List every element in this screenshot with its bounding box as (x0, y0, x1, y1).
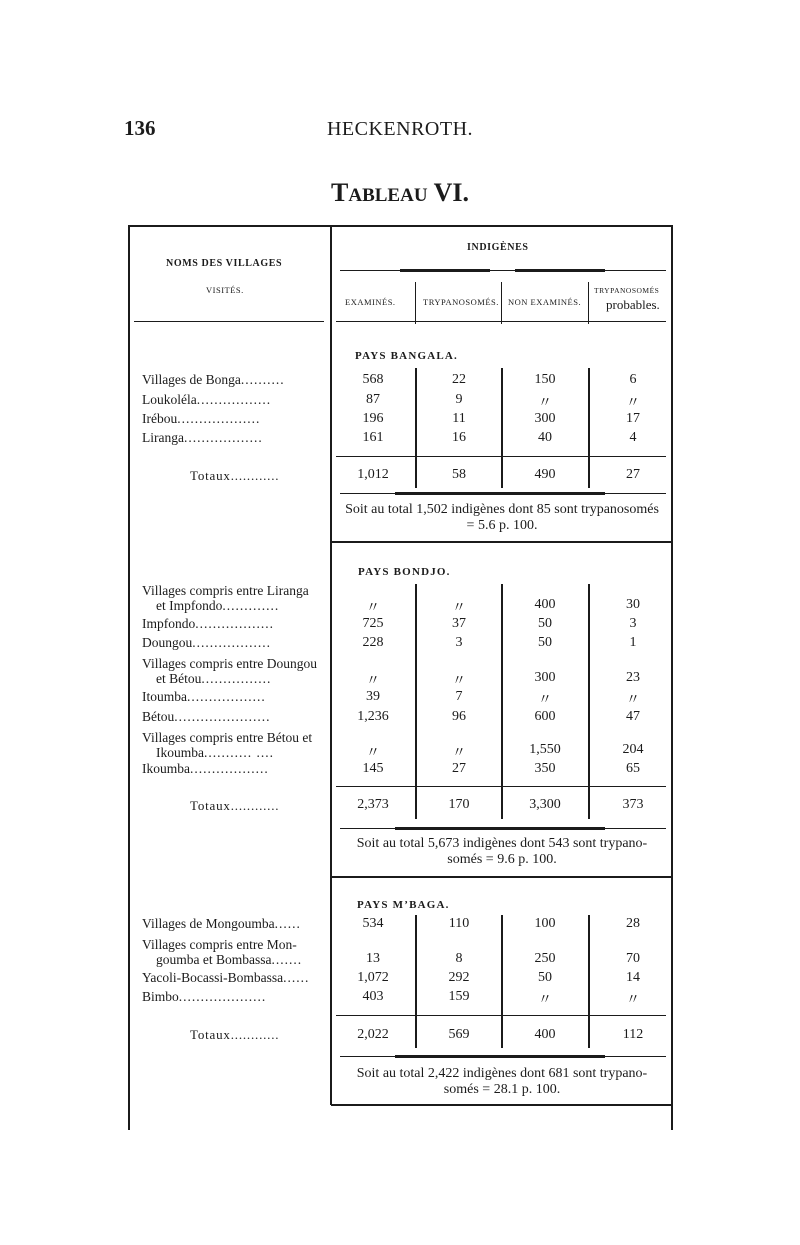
total-probables: 112 (622, 1027, 644, 1042)
header-brace-line (340, 270, 666, 271)
mbaga-col-rule-1 (415, 915, 417, 1048)
leader-dots: .................... (178, 989, 267, 1004)
village-name: Liranga (142, 430, 184, 445)
total-probables: 373 (622, 797, 644, 812)
bondjo-col-rule-2 (501, 584, 503, 819)
table-row (142, 635, 271, 651)
cell-trypanosomes: 〃 (452, 674, 466, 689)
cell-non-examines: 300 (534, 411, 556, 426)
cell-probables: 30 (626, 597, 640, 612)
note-line: Soit au total 1,502 indigènes dont 85 sont trypanosomés (345, 502, 659, 517)
table-row (142, 392, 271, 408)
leader-dots: .................. (187, 689, 266, 704)
table-title-word: ABLEAU (348, 185, 428, 206)
village-name: Irébou (142, 411, 178, 426)
note-line: Soit au total 5,673 indigènes dont 543 sont trypano- (356, 836, 648, 851)
header-brace-thick-left (400, 269, 490, 272)
table-row (142, 709, 271, 725)
leader-dots: .................. (190, 761, 269, 776)
table-row (142, 372, 285, 388)
leader-dots: .................. (195, 616, 274, 631)
cell-examines: 13 (366, 951, 380, 966)
running-head: HECKENROTH. (326, 118, 474, 140)
header-non-examines: NON EXAMINÉS. (508, 297, 582, 307)
village-name: Loukoléla (142, 392, 197, 407)
cell-examines: 1,236 (357, 709, 389, 724)
table-row (142, 656, 317, 686)
bangala-brace-thick (395, 492, 605, 495)
table-top-rule (128, 225, 673, 227)
cell-examines: 725 (362, 616, 384, 631)
cell-trypanosomes: 3 (455, 635, 463, 650)
village-name: Ikoumba (156, 745, 204, 760)
cell-non-examines: 50 (538, 616, 552, 631)
cell-examines: 534 (362, 916, 384, 931)
leader-dots: ............ (230, 1027, 280, 1042)
cell-trypanosomes: 16 (452, 430, 466, 445)
page-number: 136 (124, 116, 156, 140)
leader-dots: ...... (283, 970, 310, 985)
table-right-rule (671, 225, 673, 1130)
totals-label (190, 798, 279, 814)
village-name-line1: Villages compris entre Bétou et (142, 730, 313, 745)
cell-trypanosomes: 27 (452, 761, 466, 776)
header-bottom-rule-right (336, 321, 666, 322)
total-non-examines: 3,300 (529, 797, 561, 812)
cell-examines: 228 (362, 635, 384, 650)
cell-examines: 87 (366, 392, 380, 407)
village-name: et Impfondo (156, 598, 223, 613)
cell-examines: 〃 (366, 746, 380, 761)
bondjo-summary-note (332, 836, 672, 868)
leader-dots: ........... .... (204, 745, 274, 760)
cell-non-examines: 50 (538, 970, 552, 985)
table-row (142, 761, 269, 777)
village-name: Doungou (142, 635, 193, 650)
note-line: somés = 9.6 p. 100. (447, 852, 557, 867)
cell-probables: 6 (629, 372, 637, 387)
table-title (0, 178, 800, 208)
bangala-summary-note (332, 502, 672, 534)
cell-examines: 145 (362, 761, 384, 776)
cell-trypanosomes: 159 (448, 989, 470, 1004)
cell-trypanosomes: 37 (452, 616, 466, 631)
cell-probables: 〃 (626, 993, 640, 1008)
bondjo-section-end-rule (331, 876, 672, 878)
cell-examines: 〃 (366, 601, 380, 616)
village-name: Ikoumba (142, 761, 190, 776)
cell-trypanosomes: 7 (455, 689, 463, 704)
header-brace-thick-right (515, 269, 605, 272)
cell-non-examines: 40 (538, 430, 552, 445)
cell-trypanosomes: 8 (455, 951, 463, 966)
total-trypanosomes: 170 (448, 797, 470, 812)
leader-dots: ................. (196, 392, 272, 407)
village-name-line1: Villages compris entre Mon- (142, 937, 297, 952)
bondjo-col-rule-1 (415, 584, 417, 819)
cell-non-examines: 〃 (538, 693, 552, 708)
village-name-line1: Villages compris entre Doungou (142, 656, 318, 671)
table-row (142, 616, 274, 632)
total-probables: 27 (626, 467, 640, 482)
mbaga-section-end-rule (331, 1104, 672, 1106)
cell-probables: 47 (626, 709, 640, 724)
cell-trypanosomes: 292 (448, 970, 470, 985)
table-row (142, 989, 266, 1005)
header-col-rule-1 (415, 282, 416, 324)
header-names-line2: VISITÉS. (206, 285, 244, 295)
table-title-number: VI. (433, 178, 469, 207)
mbaga-subtotal-rule (336, 1015, 666, 1016)
cell-non-examines: 350 (534, 761, 556, 776)
note-line: Soit au total 2,422 indigènes dont 681 sont trypano- (356, 1066, 648, 1081)
bondjo-col-rule-3 (588, 584, 590, 819)
mbaga-brace-thick (395, 1055, 605, 1058)
header-probables-line2: probables. (606, 297, 660, 312)
total-trypanosomes: 569 (448, 1027, 470, 1042)
leader-dots: ............. (222, 598, 280, 613)
note-line: somés = 28.1 p. 100. (443, 1082, 561, 1097)
cell-trypanosomes: 96 (452, 709, 466, 724)
cell-non-examines: 100 (534, 916, 556, 931)
bangala-col-rule-3 (588, 368, 590, 488)
cell-trypanosomes: 〃 (452, 601, 466, 616)
cell-trypanosomes: 22 (452, 372, 466, 387)
table-row (142, 583, 309, 613)
table-row (142, 970, 309, 986)
cell-probables: 14 (626, 970, 640, 985)
cell-examines: 1,072 (357, 970, 389, 985)
table-left-rule (128, 225, 130, 1130)
leader-dots: .......... (240, 372, 285, 387)
totals-label (190, 1027, 279, 1043)
table-row (142, 411, 260, 427)
header-bottom-rule-left (134, 321, 324, 322)
leader-dots: ....... (271, 952, 303, 967)
total-examines: 2,373 (357, 797, 389, 812)
cell-probables: 〃 (626, 396, 640, 411)
table-row (142, 689, 266, 705)
header-col-rule-2 (501, 282, 502, 324)
leader-dots: .................. (192, 635, 271, 650)
cell-non-examines: 300 (534, 670, 556, 685)
village-name-line1: Villages compris entre Liranga (142, 583, 309, 598)
header-names-line1: NOMS DES VILLAGES (166, 258, 283, 269)
cell-probables: 65 (626, 761, 640, 776)
cell-non-examines: 1,550 (529, 742, 561, 757)
totals-label (190, 468, 279, 484)
mbaga-col-rule-3 (588, 915, 590, 1048)
village-name: Yacoli-Bocassi-Bombassa (142, 970, 284, 985)
cell-examines: 568 (362, 372, 384, 387)
mbaga-col-rule-2 (501, 915, 503, 1048)
table-row (142, 430, 263, 446)
cell-probables: 28 (626, 916, 640, 931)
table-row (142, 730, 312, 760)
cell-non-examines: 400 (534, 597, 556, 612)
village-name: Villages de Bonga (142, 372, 241, 387)
bangala-subtotal-rule (336, 456, 666, 457)
header-group-indigenes: INDIGÈNES (467, 242, 529, 253)
cell-examines: 〃 (366, 674, 380, 689)
cell-trypanosomes: 11 (452, 411, 466, 426)
bangala-col-rule-2 (501, 368, 503, 488)
totals-label-text: Totaux (190, 468, 231, 483)
section-title-bangala: PAYS BANGALA. (355, 350, 459, 362)
cell-probables: 17 (626, 411, 640, 426)
cell-examines: 39 (366, 689, 380, 704)
village-name: Bétou (142, 709, 175, 724)
table-row (142, 916, 301, 932)
leader-dots: .................. (183, 430, 263, 445)
total-non-examines: 400 (534, 1027, 556, 1042)
cell-non-examines: 150 (534, 372, 556, 387)
leader-dots: ................ (201, 671, 272, 686)
cell-probables: 70 (626, 951, 640, 966)
table-row (142, 937, 302, 967)
village-name: Bimbo (142, 989, 179, 1004)
header-probables-line1: TRYPANOSOMÉS (594, 286, 660, 295)
cell-probables: 4 (629, 430, 637, 445)
note-line: = 5.6 p. 100. (466, 518, 538, 533)
names-column-rule (330, 225, 332, 1105)
mbaga-summary-note (332, 1066, 672, 1098)
village-name: Itoumba (142, 689, 187, 704)
cell-non-examines: 250 (534, 951, 556, 966)
cell-examines: 403 (362, 989, 384, 1004)
cell-trypanosomes: 9 (455, 392, 463, 407)
cell-trypanosomes: 〃 (452, 746, 466, 761)
leader-dots: ................... (177, 411, 261, 426)
cell-examines: 196 (362, 411, 384, 426)
leader-dots: ............ (230, 798, 280, 813)
cell-trypanosomes: 110 (448, 916, 470, 931)
leader-dots: ...... (274, 916, 301, 931)
totals-label-text: Totaux (190, 798, 231, 813)
header-examines: EXAMINÉS. (345, 297, 396, 307)
total-examines: 1,012 (357, 467, 389, 482)
cell-probables: 23 (626, 670, 640, 685)
bondjo-subtotal-rule (336, 786, 666, 787)
village-name: Villages de Mongoumba (142, 916, 275, 931)
bondjo-brace-thick (395, 827, 605, 830)
cell-non-examines: 〃 (538, 396, 552, 411)
cell-probables: 1 (629, 635, 637, 650)
cell-probables: 204 (622, 742, 644, 757)
cell-non-examines: 600 (534, 709, 556, 724)
village-name: Impfondo (142, 616, 196, 631)
leader-dots: ...................... (174, 709, 271, 724)
header-col-rule-3 (588, 282, 589, 324)
cell-non-examines: 50 (538, 635, 552, 650)
bangala-section-end-rule (331, 541, 672, 543)
section-title-mbaga: PAYS M’BAGA. (357, 899, 450, 911)
cell-examines: 161 (362, 430, 384, 445)
totals-label-text: Totaux (190, 1027, 231, 1042)
bangala-col-rule-1 (415, 368, 417, 488)
cell-probables: 3 (629, 616, 637, 631)
leader-dots: ............ (230, 468, 280, 483)
table-title-initial: T (331, 178, 349, 207)
village-name: goumba et Bombassa (156, 952, 272, 967)
header-trypanosomes: TRYPANOSOMÉS. (423, 297, 499, 307)
section-title-bondjo: PAYS BONDJO. (358, 566, 451, 578)
total-non-examines: 490 (534, 467, 556, 482)
cell-non-examines: 〃 (538, 993, 552, 1008)
cell-probables: 〃 (626, 693, 640, 708)
total-examines: 2,022 (357, 1027, 389, 1042)
total-trypanosomes: 58 (452, 467, 466, 482)
village-name: et Bétou (156, 671, 202, 686)
